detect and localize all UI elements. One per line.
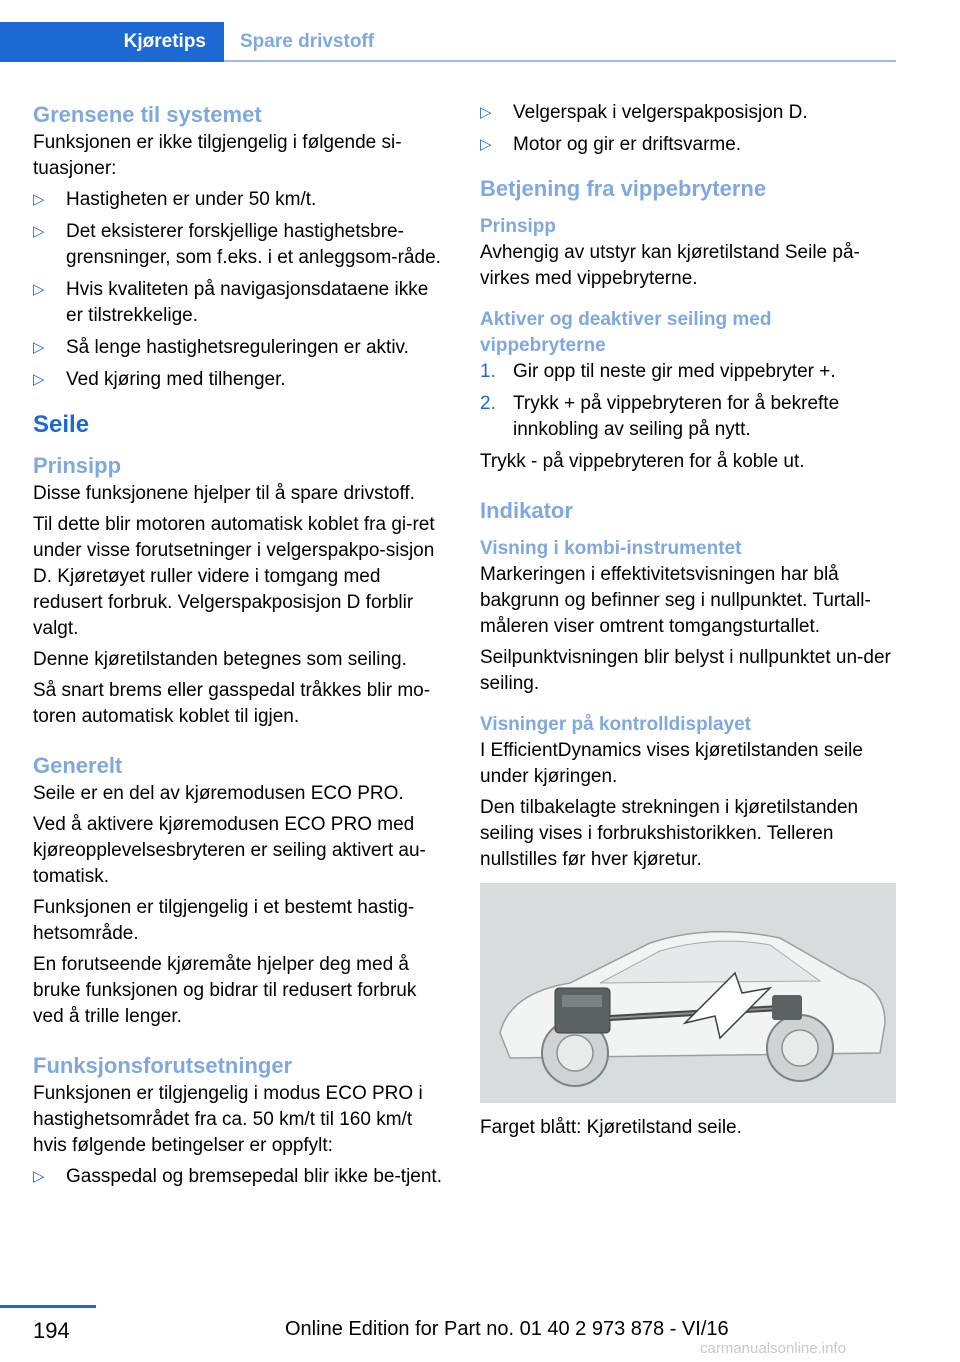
conditions-list [33, 1164, 445, 1190]
paragraph: Seile er en del av kjøremodusen ECO PRO. [33, 783, 404, 804]
list-item: ▷ Ved kjøring med tilhenger. [33, 367, 445, 393]
page-number: 194 [33, 1318, 70, 1343]
paragraph: Til dette blir motoren automatisk koblet fra gi-ret under visse forutsetninger i velgerspakpo-sisjon D. Kjøretøyet ruller videre i tomgang med redusert forbruk. Velgerspakposisjon D forblir valgt. [33, 514, 435, 639]
paragraph: En forutseende kjøremåte hjelper deg med å bruke funksjonen og bidrar til redusert forbruk ved å trille lenger. [33, 954, 417, 1027]
left-column [33, 100, 445, 1196]
step-item: 2. Trykk + på vippebryteren for å bekrefte innkobling av seiling på nytt. [480, 393, 840, 440]
heading-prinsipp: Prinsipp [480, 216, 557, 237]
heading-prinsipp: Prinsipp [33, 453, 122, 478]
triangle-bullet-icon: ▷ [480, 136, 492, 153]
list-item: ▷ Velgerspak i velgerspakposisjon D. [480, 100, 896, 126]
paragraph: Trykk - på vippebryteren for å koble ut. [480, 451, 805, 472]
heading-indikator: Indikator [480, 498, 573, 523]
step-number: 1. [480, 361, 496, 382]
limits-intro: Funksjonen er ikke tilgjengelig i følgende si-tuasjoner: [33, 132, 402, 179]
edition-note: Online Edition for Part no. 01 40 2 973 878 - VI/16 [285, 1318, 729, 1340]
heading-betjening: Betjening fra vippebryterne [480, 176, 767, 201]
triangle-bullet-icon: ▷ [33, 191, 45, 208]
heading-seile: Seile [33, 411, 90, 438]
heading-limits: Grensene til systemet [33, 102, 262, 127]
triangle-bullet-icon: ▷ [33, 1168, 45, 1185]
paragraph: Denne kjøretilstanden betegnes som seiling. [33, 649, 407, 670]
paragraph: Ved å aktivere kjøremodusen ECO PRO med kjøreopplevelsesbryteren er seiling aktivert au-tomatisk. [33, 814, 426, 887]
paragraph: Funksjonen er tilgjengelig i et bestemt hastig-hetsområde. [33, 897, 415, 944]
paragraph: Disse funksjonene hjelper til å spare drivstoff. [33, 483, 415, 504]
triangle-bullet-icon: ▷ [33, 339, 45, 356]
list-item: ▷ Motor og gir er driftsvarme. [480, 132, 896, 158]
list-item: ▷ Så lenge hastighetsreguleringen er aktiv. [33, 335, 445, 361]
paragraph: Så snart brems eller gasspedal tråkkes blir mo-toren automatisk koblet til igjen. [33, 680, 431, 727]
list-item: ▷ Hastigheten er under 50 km/t. [33, 187, 445, 213]
header-divider [224, 60, 896, 62]
list-item: ▷ Gasspedal og bremsepedal blir ikke be-tjent. [33, 1164, 445, 1190]
list-item: ▷ Det eksisterer forskjellige hastighetsbre-grensninger, som f.eks. i et anleggsom-råde. [33, 221, 441, 268]
right-column [480, 100, 896, 1146]
section-tab-driving-tips: Kjøretips [0, 22, 224, 62]
step-number: 2. [480, 393, 496, 414]
header-bar [0, 22, 896, 62]
car-drivetrain-icon [480, 883, 896, 1103]
section-tab-save-fuel: Spare drivstoff [240, 31, 375, 52]
heading-aktiver: Aktiver og deaktiver seiling med vippebryterne [480, 309, 772, 356]
triangle-bullet-icon: ▷ [33, 371, 45, 388]
watermark: carmanualsonline.info [700, 1340, 846, 1357]
heading-kombi: Visning i kombi-instrumentet [480, 538, 742, 559]
paragraph: Avhengig av utstyr kan kjøretilstand Seile på-virkes med vippebryterne. [480, 242, 860, 289]
list-item: ▷ Hvis kvaliteten på navigasjonsdataene ikke er tilstrekkelige. [33, 279, 429, 326]
triangle-bullet-icon: ▷ [33, 281, 45, 298]
paragraph: Den tilbakelagte strekningen i kjøretilstanden seiling vises i forbrukshistorikken. Telleren nullstilles før hver kjøretur. [480, 797, 859, 870]
triangle-bullet-icon: ▷ [480, 104, 492, 121]
triangle-bullet-icon: ▷ [33, 223, 45, 240]
heading-generelt: Generelt [33, 753, 123, 778]
heading-kontrolldisplay: Visninger på kontrolldisplayet [480, 714, 751, 735]
footer-divider [0, 1305, 96, 1308]
limits-list [33, 187, 445, 393]
figure-caption: Farget blått: Kjøretilstand seile. [480, 1117, 742, 1138]
paragraph: Seilpunktvisningen blir belyst i nullpunktet un-der seiling. [480, 647, 891, 694]
paragraph: I EfficientDynamics vises kjøretilstanden seile under kjøringen. [480, 740, 863, 787]
paragraph: Funksjonen er tilgjengelig i modus ECO PRO i hastighetsområdet fra ca. 50 km/t til 160 km/t hvis følgende betingelser er oppfylt: [33, 1083, 423, 1156]
steps-list [480, 359, 896, 443]
step-item: 1. Gir opp til neste gir med vippebryter +. [480, 359, 896, 385]
heading-funksjonsforutsetninger: Funksjonsforutsetninger [33, 1053, 293, 1078]
paragraph: Markeringen i effektivitetsvisningen har blå bakgrunn og befinner seg i nullpunktet. Turtall-måleren viser omtrent tomgangsturtallet. [480, 564, 871, 637]
conditions-list-continued [480, 100, 896, 158]
car-drivetrain-illustration [480, 883, 896, 1103]
